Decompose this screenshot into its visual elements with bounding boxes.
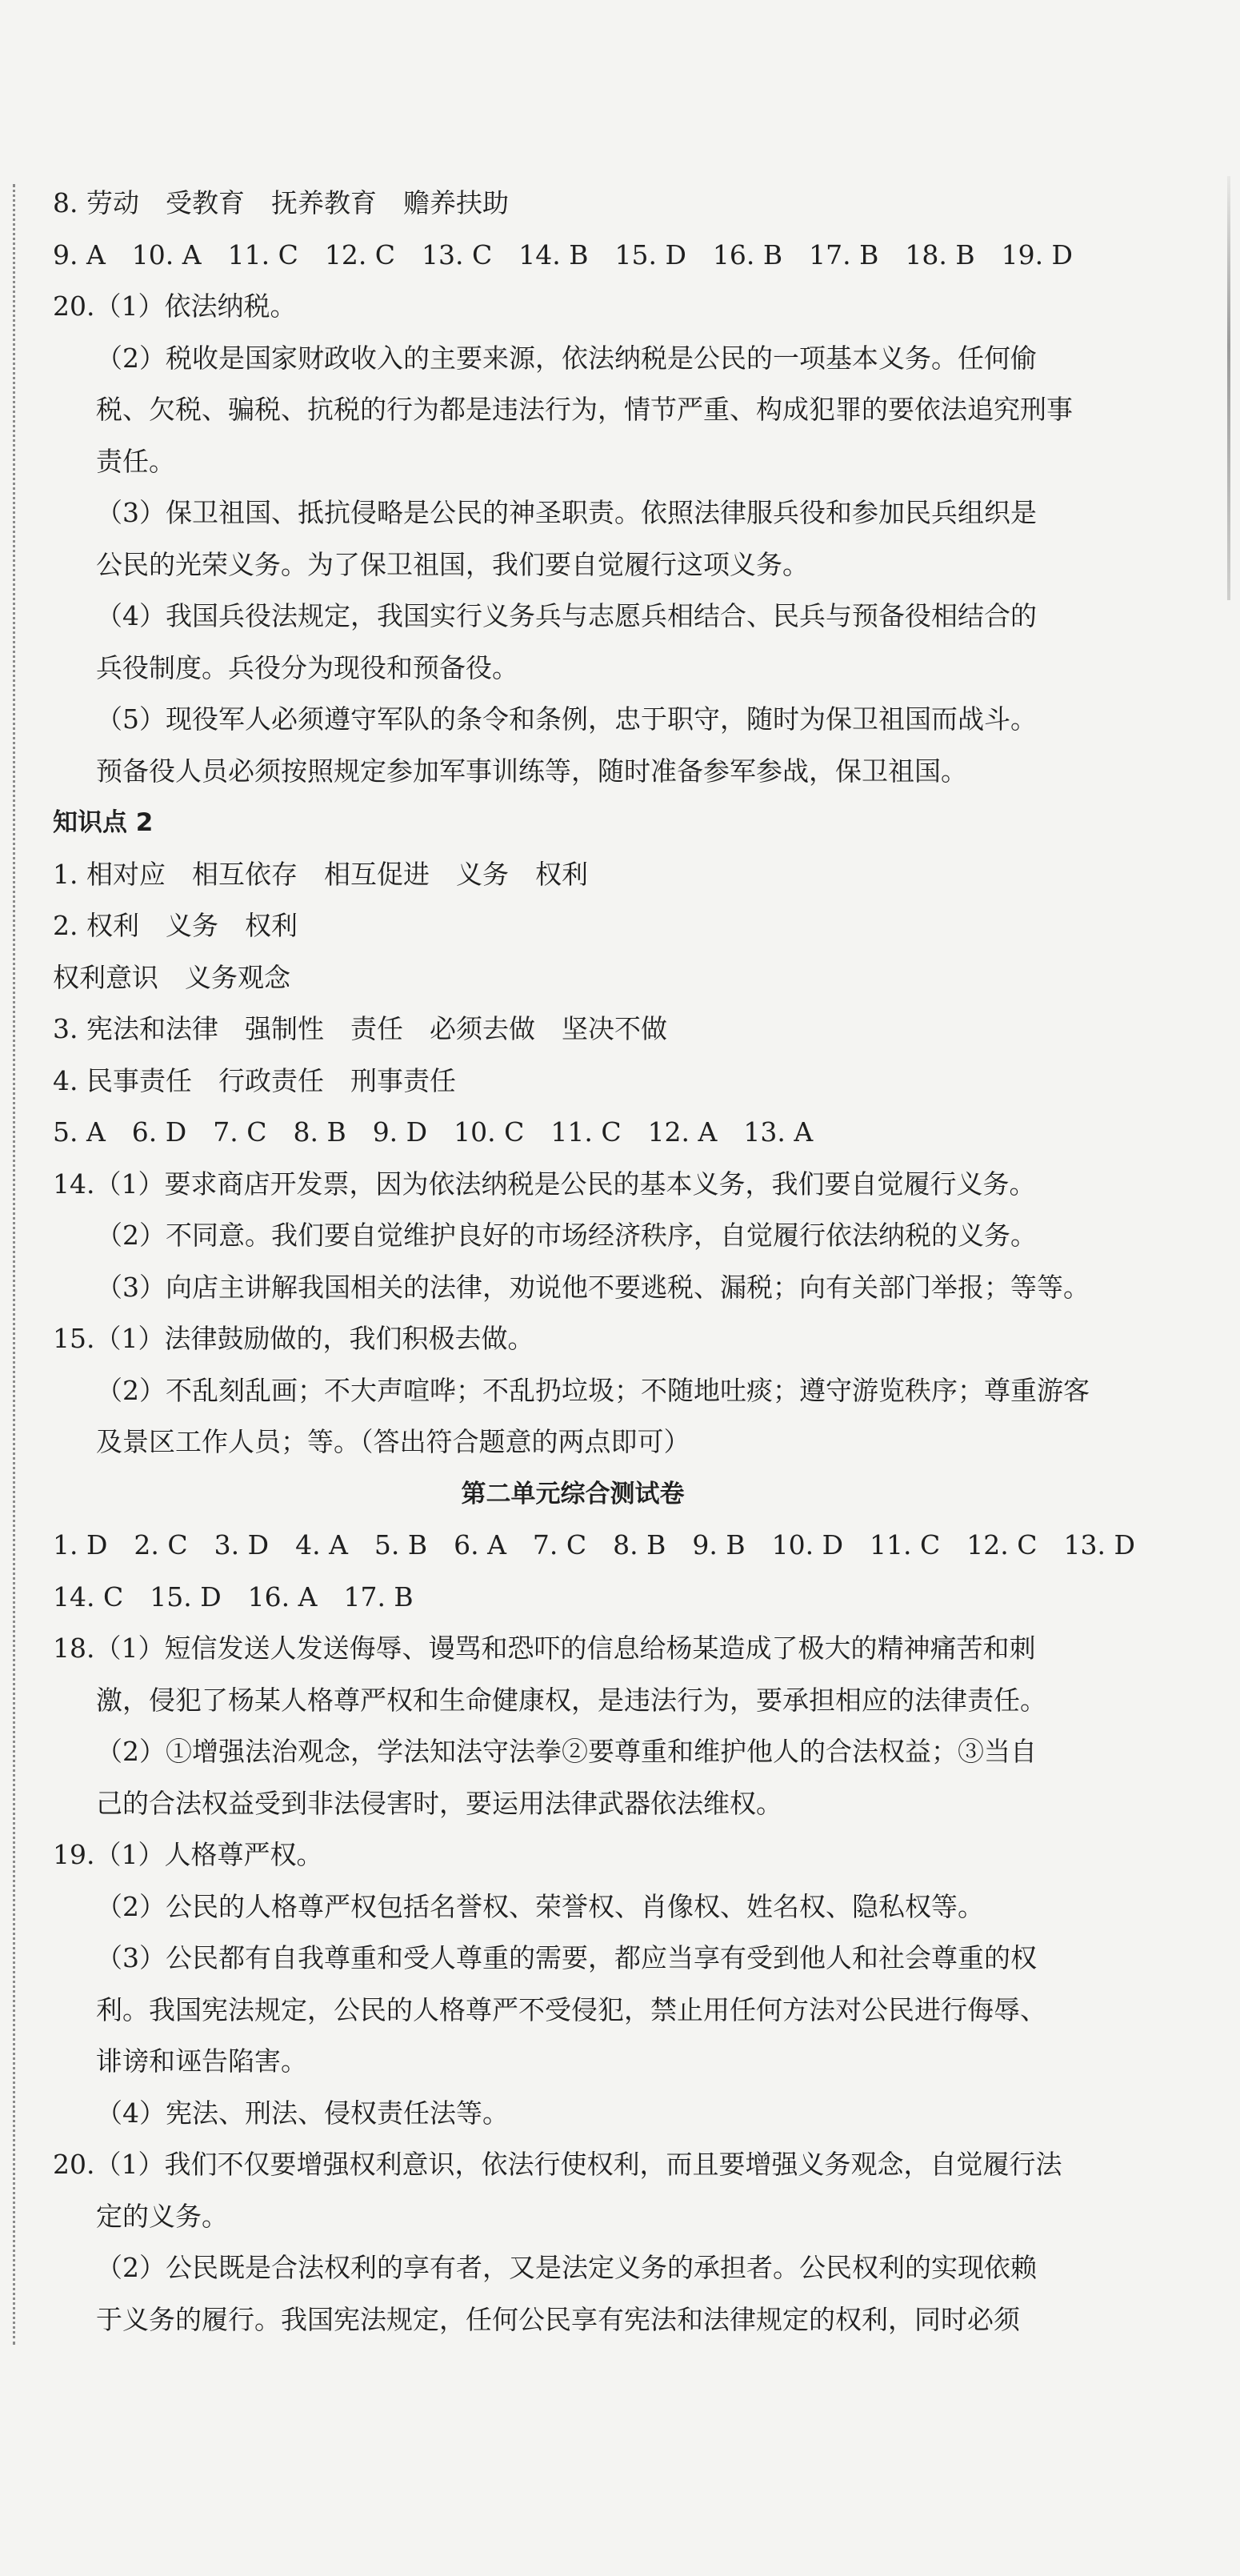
text-line: 20.（1）依法纳税。	[53, 290, 297, 322]
text-line: 公民的光荣义务。为了保卫祖国，我们要自觉履行这项义务。	[96, 548, 809, 580]
text-line: 及景区工作人员；等。（答出符合题意的两点即可）	[96, 1426, 690, 1457]
text-line: （4）我国兵役法规定，我国实行义务兵与志愿兵相结合、民兵与预备役相结合的	[96, 600, 1037, 631]
binding-dotted-line	[13, 184, 15, 2345]
text-line: 4. 民事责任 行政责任 刑事责任	[53, 1064, 456, 1096]
text-line: 1. 相对应 相互依存 相互促进 义务 权利	[53, 858, 588, 890]
text-line: （2）①增强法治观念，学法知法守法拳②要尊重和维护他人的合法权益；③当自	[96, 1736, 1037, 1767]
unit-test-title: 第二单元综合测试卷	[461, 1479, 685, 1508]
text-line: 权利意识 义务观念	[53, 961, 290, 993]
text-line: 20.（1）我们不仅要增强权利意识，依法行使权利，而且要增强义务观念，自觉履行法	[53, 2149, 1062, 2180]
text-line: 兵役制度。兵役分为现役和预备役。	[96, 651, 518, 683]
text-line: 利。我国宪法规定，公民的人格尊严不受侵犯，禁止用任何方法对公民进行侮辱、	[96, 1993, 1046, 2025]
text-line: 责任。	[96, 445, 175, 477]
text-line: （3）公民都有自我尊重和受人尊重的需要，都应当享有受到他人和社会尊重的权	[96, 1942, 1037, 1973]
text-line: 诽谤和诬告陷害。	[96, 2045, 307, 2077]
text-line: 己的合法权益受到非法侵害时，要运用法律武器依法维权。	[96, 1787, 782, 1819]
text-line: 14. C 15. D 16. A 17. B	[53, 1580, 414, 1613]
text-line: 1. D 2. C 3. D 4. A 5. B 6. A 7. C 8. B 9. B 10. D 11. C 12. C 13. D	[53, 1529, 1135, 1560]
text-line: 5. A 6. D 7. C 8. B 9. D 10. C 11. C 12. A 13. A	[53, 1116, 814, 1148]
text-line: （2）不同意。我们要自觉维护良好的市场经济秩序，自觉履行依法纳税的义务。	[96, 1220, 1037, 1251]
answer-key-text	[53, 178, 1135, 2346]
text-line: 8. 劳动 受教育 抚养教育 赡养扶助	[53, 187, 509, 218]
text-line: 激，侵犯了杨某人格尊严权和生命健康权，是违法行为，要承担相应的法律责任。	[96, 1684, 1046, 1716]
text-line: 3. 宪法和法律 强制性 责任 必须去做 坚决不做	[53, 1013, 667, 1044]
text-line: （2）公民既是合法权利的享有者，又是法定义务的承担者。公民权利的实现依赖	[96, 2252, 1037, 2283]
text-line: （3）保卫祖国、抵抗侵略是公民的神圣职责。依照法律服兵役和参加民兵组织是	[96, 497, 1037, 528]
text-line: （3）向店主讲解我国相关的法律，劝说他不要逃税、漏税；向有关部门举报；等等。	[96, 1271, 1090, 1303]
text-line: 于义务的履行。我国宪法规定，任何公民享有宪法和法律规定的权利，同时必须	[96, 2303, 1020, 2335]
text-line: 预备役人员必须按照规定参加军事训练等，随时准备参军参战，保卫祖国。	[96, 755, 967, 787]
text-line: （2）公民的人格尊严权包括名誉权、荣誉权、肖像权、姓名权、隐私权等。	[96, 1890, 984, 1922]
text-line: 税、欠税、骗税、抗税的行为都是违法行为，情节严重、构成犯罪的要依法追究刑事	[96, 394, 1073, 425]
section-heading: 知识点 2	[53, 808, 154, 837]
text-line: 2. 权利 义务 权利	[53, 910, 298, 941]
text-line: 定的义务。	[96, 2200, 228, 2232]
text-line: 15.（1）法律鼓励做的，我们积极去做。	[53, 1323, 534, 1354]
text-line: 14.（1）要求商店开发票，因为依法纳税是公民的基本义务，我们要自觉履行义务。	[53, 1168, 1036, 1200]
text-line: 19.（1）人格尊严权。	[53, 1839, 323, 1870]
text-line: 9. A 10. A 11. C 12. C 13. C 14. B 15. D 16. B 17. B 18. B 19. D	[53, 238, 1074, 270]
text-line: （4）宪法、刑法、侵权责任法等。	[96, 2097, 509, 2129]
text-line: （5）现役军人必须遵守军队的条令和条例，忠于职守，随时为保卫祖国而战斗。	[96, 703, 1037, 735]
text-line: 18.（1）短信发送人发送侮辱、谩骂和恐吓的信息给杨某造成了极大的精神痛苦和刺	[53, 1633, 1036, 1664]
text-line: （2）不乱刻乱画；不大声喧哗；不乱扔垃圾；不随地吐痰；遵守游览秩序；尊重游客	[96, 1374, 1090, 1406]
page-edge-shadow	[1227, 176, 1230, 600]
text-line: （2）税收是国家财政收入的主要来源，依法纳税是公民的一项基本义务。任何偷	[96, 342, 1037, 374]
